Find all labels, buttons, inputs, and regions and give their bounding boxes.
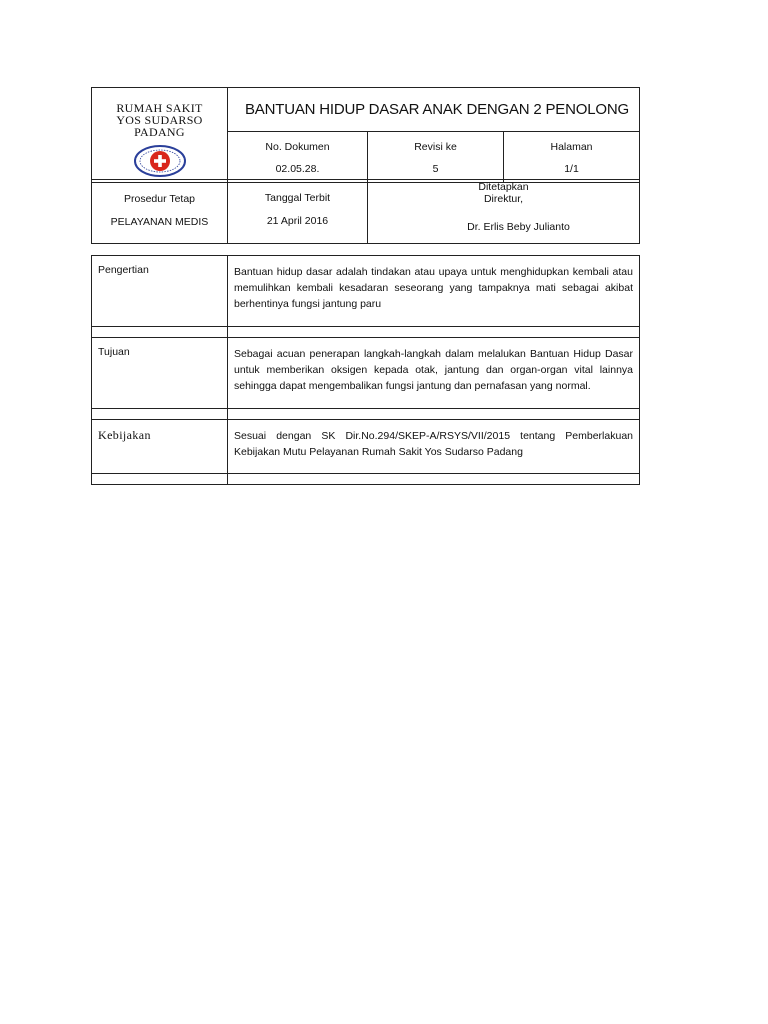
- issue-date-label: Tanggal Terbit: [264, 192, 331, 204]
- procedure-label: Prosedur Tetap: [123, 193, 196, 205]
- pengertian-label: Pengertian: [92, 256, 228, 327]
- doc-number-cell: [228, 132, 368, 183]
- kebijakan-label: Kebijakan: [92, 420, 228, 474]
- revision-label: Revisi ke: [414, 141, 457, 154]
- hospital-name-line1: RUMAH SAKIT: [116, 101, 203, 115]
- tujuan-text: Sebagai acuan penerapan langkah-langkah dalam melalukan Bantuan Hidup Dasar untuk memberikan oksigen kepada otak, jantung dan organ-organ vital lainnya sehingga dapat mengembalikan fungsi jantung dan pernafasan yang normal.: [228, 338, 640, 409]
- spacer-cell: [92, 474, 228, 485]
- page-label: Halaman: [550, 141, 593, 154]
- pengertian-text: Bantuan hidup dasar adalah tindakan atau upaya untuk menghidupkan kembali atau memulihkan kembali kesadaran seseorang yang tampaknya mati sebagai akibat berhentinya fungsi jantung paru: [228, 256, 640, 327]
- spacer-cell: [92, 409, 228, 420]
- hospital-name-line2: YOS SUDARSO: [116, 113, 203, 127]
- established-label: Ditetapkan: [478, 181, 529, 193]
- page-cell: [504, 132, 640, 183]
- spacer-cell: [228, 327, 640, 338]
- hospital-name-line3: PADANG: [134, 125, 185, 139]
- procedure-cell: [92, 180, 228, 244]
- document-title: BANTUAN HIDUP DASAR ANAK DENGAN 2 PENOLONG: [228, 88, 640, 132]
- issue-date-cell: [228, 180, 368, 244]
- spacer-cell: [92, 327, 228, 338]
- revision-cell: [368, 132, 504, 183]
- content-table: [91, 255, 640, 485]
- hospital-cross-emblem-icon: [133, 144, 187, 178]
- header-table: [91, 87, 640, 183]
- spacer-cell: [228, 474, 640, 485]
- director-name: Dr. Erlis Beby Julianto: [467, 221, 570, 233]
- kebijakan-text: Sesuai dengan SK Dir.No.294/SKEP-A/RSYS/VII/2015 tentang Pemberlakuan Kebijakan Mutu Pelayanan Rumah Sakit Yos Sudarso Padang: [228, 420, 640, 474]
- service-name: PELAYANAN MEDIS: [110, 216, 209, 228]
- established-cell: [368, 180, 640, 244]
- hospital-name: [92, 88, 227, 138]
- hospital-identity-cell: [92, 88, 228, 183]
- doc-number-value: 02.05.28.: [275, 163, 320, 176]
- doc-number-label: No. Dokumen: [265, 141, 330, 154]
- director-label: Direktur,: [483, 193, 524, 205]
- revision-value: 5: [432, 163, 439, 176]
- spacer-cell: [228, 409, 640, 420]
- page-value: 1/1: [564, 163, 579, 176]
- issue-date-value: 21 April 2016: [266, 215, 329, 227]
- tujuan-label: Tujuan: [92, 338, 228, 409]
- procedure-table: [91, 179, 640, 244]
